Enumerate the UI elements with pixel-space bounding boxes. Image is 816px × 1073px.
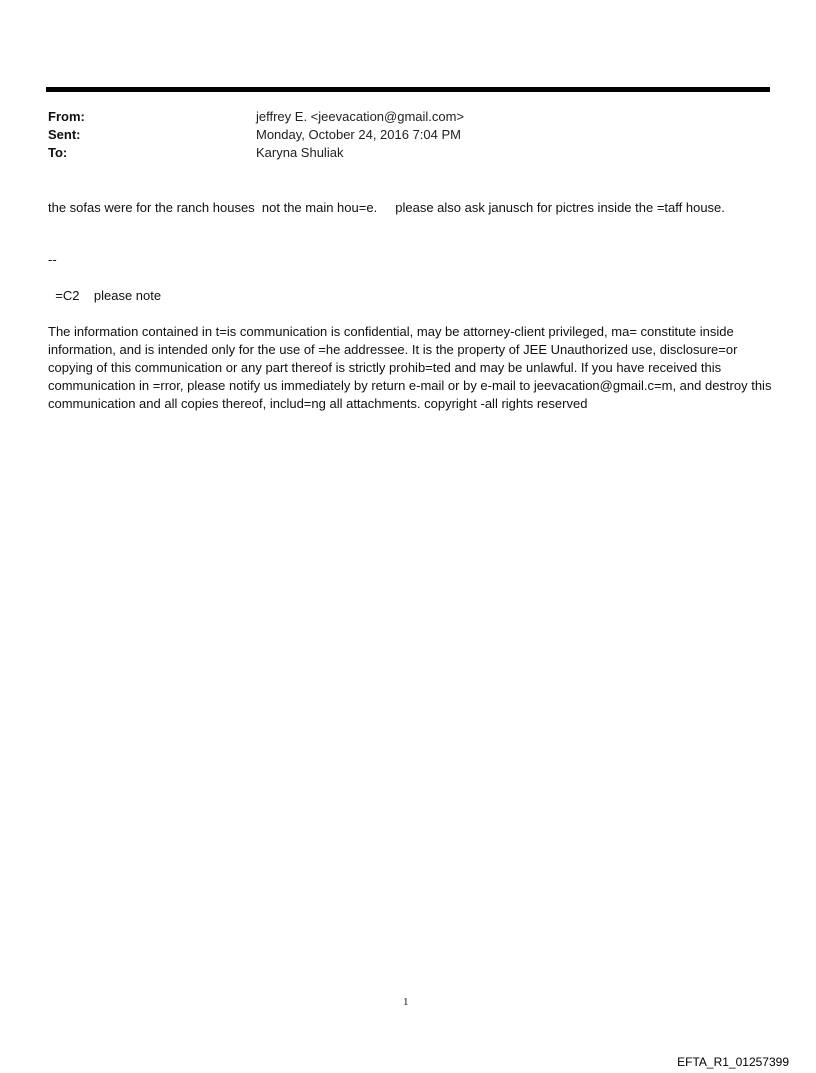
header-divider (46, 87, 770, 92)
page-number: 1 (403, 996, 409, 1008)
sent-label: Sent: (48, 127, 81, 142)
to-label: To: (48, 145, 68, 160)
from-label: From: (48, 109, 85, 124)
message-body: the sofas were for the ranch houses not the main hou=e. please also ask janusch for pictres inside the =taff house. (48, 200, 725, 215)
signature-separator: -- (48, 252, 57, 267)
confidentiality-disclaimer: The information contained in t=is communication is confidential, may be attorney-client privileged, ma= constitute inside information, and is intended only for the use of =he addressee. It is the property of JEE Unauthorized use, disclosure=or copying of this communication or any part thereof is strictly prohib=ted and may be unlawful. If you have received this communication in =rror, please notify us immediately by return e-mail or by e-mail to jeevacation@gmail.c=m, and destroy this communication and all copies thereof, includ=ng all attachments. copyright -all rights reserved (48, 324, 772, 411)
to-value: Karyna Shuliak (256, 145, 344, 160)
signoff-line: =C2 please note (48, 288, 162, 303)
document-id: EFTA_R1_01257399 (677, 1055, 789, 1069)
from-value: jeffrey E. <jeevacation@gmail.com> (256, 109, 465, 124)
sent-value: Monday, October 24, 2016 7:04 PM (256, 127, 461, 142)
